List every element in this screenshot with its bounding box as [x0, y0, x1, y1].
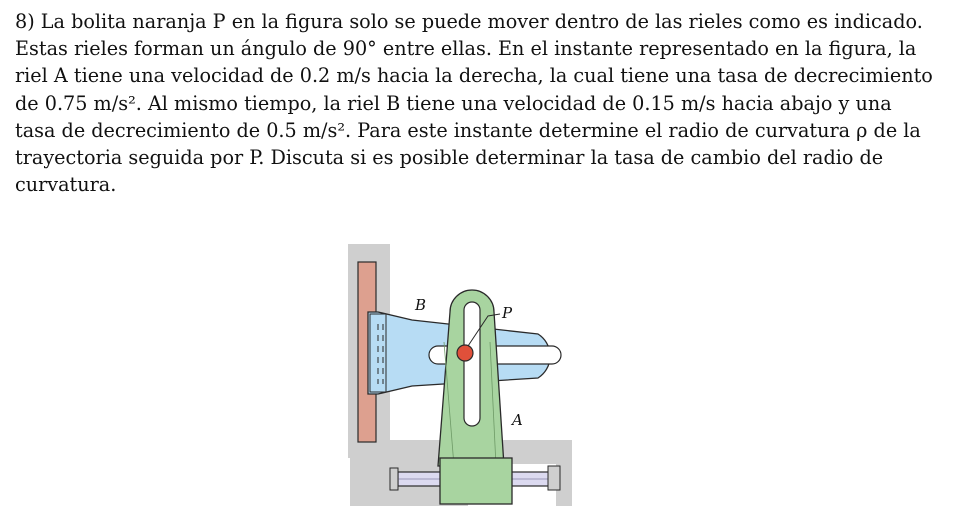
problem-line-7: curvatura. [15, 173, 117, 197]
problem-line-4: de 0.75 m/s². Al mismo tiempo, la riel B tiene una velocidad de 0.15 m/s hacia abajo y una [15, 91, 892, 115]
shaft-left-support [390, 468, 398, 490]
problem-line-6: trayectoria seguida por P. Discuta si es posible determinar la tasa de cambio del radio de [15, 146, 884, 170]
problem-line-5: tasa de decrecimiento de 0.5 m/s². Para este instante determine el radio de curvatura ρ de la [15, 118, 921, 142]
label-bead-p: P [502, 304, 513, 322]
problem-line-1: 8) La bolita naranja P en la figura solo se puede mover dentro de las rieles como es indicado. [15, 10, 923, 33]
mechanism-figure [340, 244, 580, 506]
label-rail-b: B [415, 296, 427, 314]
label-rail-a: A [512, 411, 523, 429]
mechanism-diagram [340, 244, 580, 506]
rail-a-base [440, 458, 512, 504]
shaft-right-support [548, 466, 560, 490]
rail-a-slot [464, 302, 480, 426]
problem-line-2: Estas rieles forman un ángulo de 90° entre ellas. En el instante representado en la figura, la [15, 37, 917, 61]
bead-p [457, 345, 473, 361]
problem-line-3: riel A tiene una velocidad de 0.2 m/s hacia la derecha, la cual tiene una tasa de decrecimiento [15, 64, 933, 88]
problem-statement [15, 8, 950, 198]
